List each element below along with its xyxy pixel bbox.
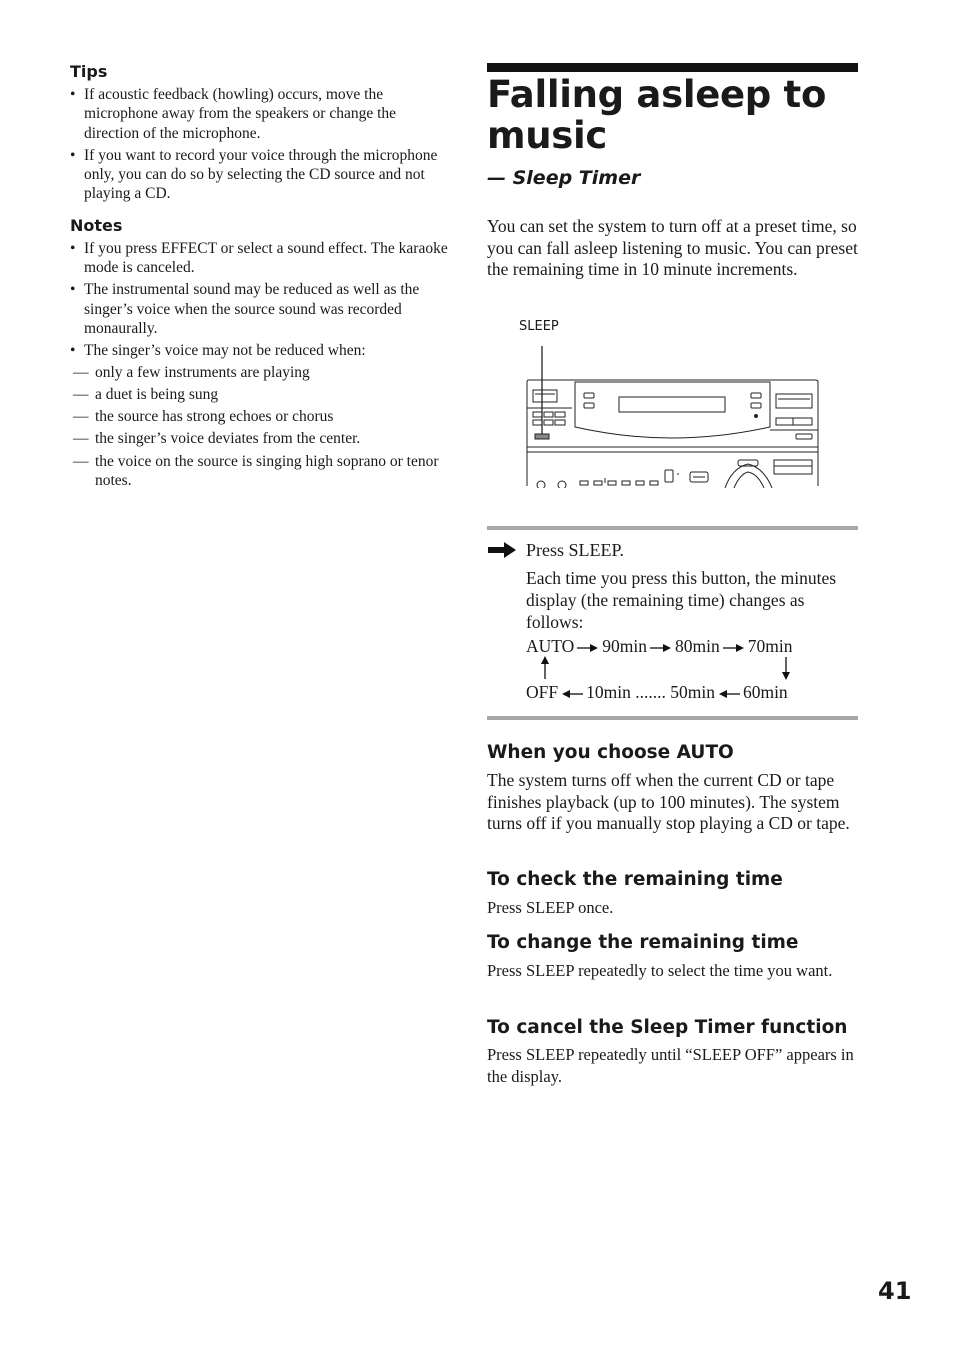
list-item: • The instrumental sound may be reduced as well as the singer’s voice when the source sound was recorded monaurally. (70, 281, 420, 337)
step-instruction: Press SLEEP. (526, 540, 625, 560)
display-window (619, 397, 725, 412)
sleep-button (535, 434, 549, 439)
title-rule (487, 63, 858, 72)
up-arrow-icon (539, 656, 551, 680)
list-item: — the source has strong echoes or chorus (73, 408, 334, 426)
seq-80: 80min (675, 636, 720, 656)
section-body-check: Press SLEEP once. (487, 898, 614, 917)
list-item: — the singer’s voice deviates from the center. (73, 430, 361, 448)
sequence-top-row (526, 636, 793, 657)
left-arrow-icon (718, 689, 740, 699)
step-bottom-rule (487, 716, 858, 720)
notes-sub-list (70, 363, 450, 491)
display-panel (575, 382, 770, 438)
list-item: • If acoustic feedback (howling) occurs, move the microphone away from the speakers or change the direction of the microphone. (70, 86, 397, 142)
list-item: • If you press EFFECT or select a sound effect. The karaoke mode is canceled. (70, 239, 448, 277)
seq-90: 90min (602, 636, 648, 656)
tips-heading: Tips (70, 62, 108, 81)
step-description: Each time you press this button, the minutes display (the remaining time) changes as follows: (526, 568, 837, 632)
sequence-bottom-row (526, 682, 788, 703)
section-body-change: Press SLEEP repeatedly to select the time you want. (487, 961, 833, 980)
page-subtitle: — Sleep Timer (487, 167, 641, 189)
list-item: • The singer’s voice may not be reduced when: — only a few instruments are playing — a duet is being sung — the source has strong echoes or chorus — the singer’s voice deviates from the center. — the voice on the source is singing high soprano or tenor notes. (70, 341, 450, 490)
right-arrow-icon (577, 643, 599, 653)
seq-dots: ....... (635, 682, 666, 702)
seq-50: 50min (670, 682, 715, 702)
section-heading-check: To check the remaining time (487, 869, 783, 890)
section-body-cancel: Press SLEEP repeatedly until “SLEEP OFF” appears in the display. (487, 1045, 854, 1086)
step-top-rule (487, 526, 858, 530)
seq-60: 60min (742, 682, 788, 702)
right-arrow-icon (723, 643, 745, 653)
page-title: Falling asleep to music (487, 73, 827, 157)
tips-list (70, 85, 450, 204)
left-column (70, 62, 450, 502)
right-arrow-icon (650, 643, 672, 653)
page-number: 41 (878, 1277, 912, 1305)
section-heading-auto: When you choose AUTO (487, 742, 734, 763)
list-item: — a duet is being sung (73, 385, 219, 403)
list-item: — the voice on the source is singing high soprano or tenor notes. (73, 452, 439, 490)
left-arrow-icon (561, 689, 583, 699)
list-item: • If you want to record your voice through the microphone only, you can do so by selecting the CD source and not playing a CD. (70, 146, 438, 203)
list-item: — only a few instruments are playing (73, 363, 310, 381)
down-arrow-icon (780, 656, 792, 680)
seq-off: OFF (526, 682, 559, 702)
notes-list (70, 239, 450, 491)
step-arrow-icon (487, 541, 517, 559)
seq-70: 70min (747, 636, 793, 656)
stereo-device-illustration (520, 342, 820, 488)
intro-text: You can set the system to turn off at a preset time, so you can fall asleep listening to music. You can preset the remaining time in 10 minute increments. (487, 216, 858, 279)
notes-heading: Notes (70, 215, 123, 235)
section-body-auto: The system turns off when the current CD or tape finishes playback (up to 100 minutes). The system turns off if you manually stop playing a CD or tape. (487, 770, 850, 834)
section-heading-change: To change the remaining time (487, 932, 799, 953)
seq-10: 10min (586, 682, 631, 702)
sleep-callout-label: SLEEP (519, 319, 559, 334)
seq-auto: AUTO (526, 636, 575, 656)
section-heading-cancel: To cancel the Sleep Timer function (487, 1017, 848, 1038)
